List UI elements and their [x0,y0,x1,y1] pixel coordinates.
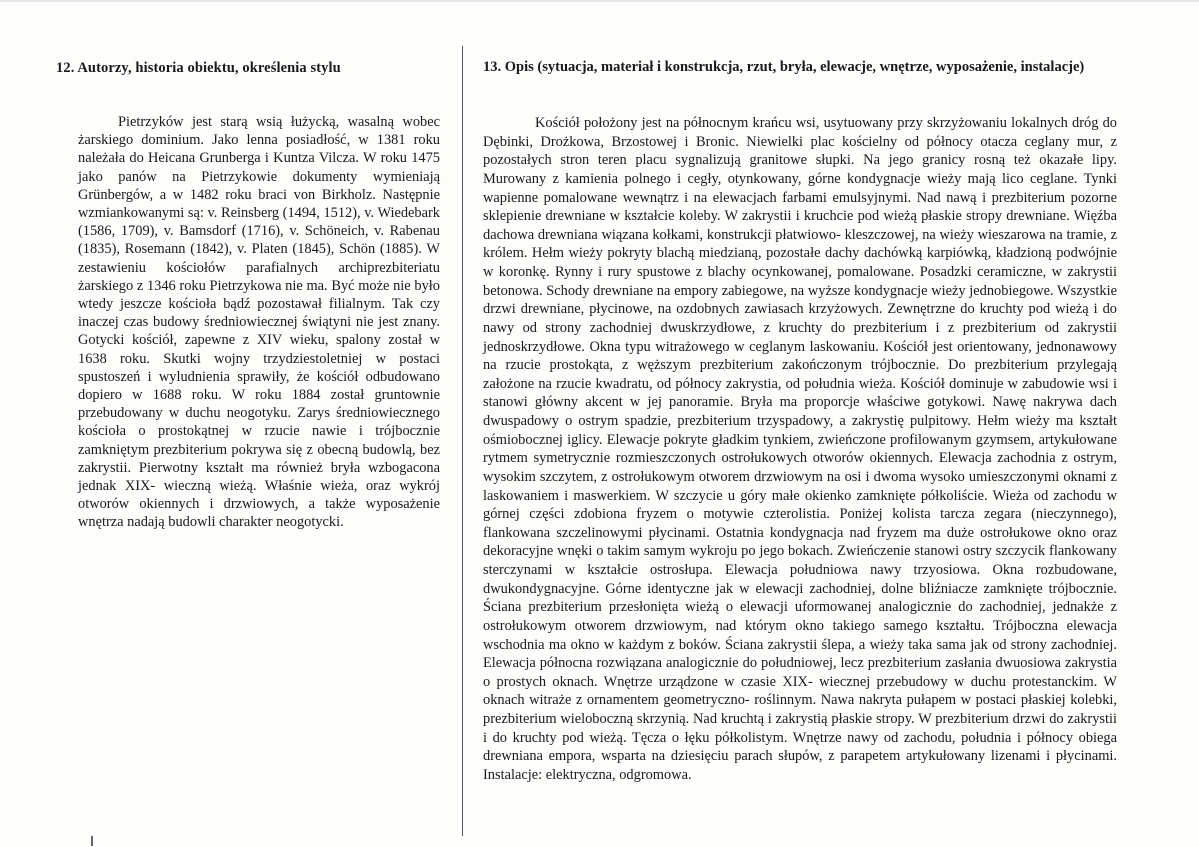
section-13-column [483,58,1117,783]
section-12-heading: 12. Autorzy, historia obiektu, określenia stylu [56,60,341,76]
scan-top-edge [0,0,1199,2]
scan-tick-mark [91,836,93,846]
section-13-body: Kościół położony jest na północnym krańcu wsi, usytuowany przy skrzyżowaniu lokalnych dróg do Dębinki, Drożkowa, Brzostowej i Bronic. Niewielki plac kościelny od północy otacza ceglany mur, z pozostałych stron teren placu sygnalizują granitowe słupki. Na jego granicy rosną też okazałe lipy. Murowany z kamienia polnego i cegły, otynkowany, górne kondygnacje wieży mają lico ceglane. Tynki wapienne pomalowane wewnątrz i na elewacjach farbami emulsyjnymi. Nad nawą i prezbiterium pozorne sklepienie drewniane w kształcie koleby. W zakrystii i kruchcie pod wieżą płaskie stropy drewniane. Więźba dachowa drewniana wiązana kołkami, konstrukcji płatwiowo- kleszczowej, na wieży wieszarowa na tramie, z królem. Hełm wieży pokryty blachą miedzianą, pozostałe dachy dachówką karpiówką, kładzioną podwójnie w koronkę. Rynny i rury spustowe z blachy ocynkowanej, pomalowane. Posadzki ceramiczne, w zakrystii betonowa. Schody drewniane na empory zabiegowe, na wyższe kondygnacje wieży jednobiegowe. Wszystkie drzwi drewniane, płycinowe, na ozdobnych zawiasach krzyżowych. Zewnętrzne do kruchty pod wieżą i do nawy od strony zachodniej dwuskrzydłowe, z kruchty do prezbiterium i z prezbiterium od zakrystii jednoskrzydłowe. Okna typu witrażowego w ceglanym laskowaniu. Kościół jest orientowany, jednonawowy na rzucie prostokąta, z węższym prezbiterium zakończonym trójbocznie. Do prezbiterium przylegają założone na rzucie kwadratu, od północy zakrystia, od południa wieża. Kościół dominuje w zabudowie wsi i stanowi główny akcent w jej panoramie. Bryła ma proporcje właściwe gotykowi. Nawę nakrywa dach dwuspadowy o ostrym spadzie, prezbiterium trzyspadowy, a zakrystię pulpitowy. Hełm wieży ma kształt ośmiobocznej iglicy. Elewacje pokryte gładkim tynkiem, zwieńczone profilowanym gzymsem, artykułowane rytmem symetrycznie rozmieszczonych ostrołukowych otworów okiennych. Elewacja zachodnia z ostrym, wysokim szczytem, z ostrołukowym otworem drzwiowym na osi i dwoma wysoko umieszczonymi oknami z laskowaniem i maswerkiem. W szczycie u góry małe okienko zamknięte półkoliście. Wieża od zachodu w górnej części zdobiona fryzem o motywie czterolistia. Poniżej kolista tarcza zegara (nieczynnego), flankowana szczelinowymi płycinami. Ostatnia kondygnacja nad fryzem ma duże ostrołukowe okno oraz dekoracyjne wnęki o takim samym wykroju po jego bokach. Zwieńczenie stanowi ostry szczycik flankowany sterczynami w kształcie ostrosłupa. Elewacja południowa nawy trzyosiowa. Okna rozbudowane, dwukondygnacyjne. Górne identyczne jak w elewacji zachodniej, dolne bliźniacze zamknięte trójbocznie. Ściana prezbiterium przesłonięta wieżą o elewacji uformowanej analogicznie do zachodniej, jednakże z ostrołukowym otworem drzwiowym, nad którym okno takiego samego kształtu. Trójboczna elewacja wschodnia ma okno w każdym z boków. Ściana zakrystii ślepa, a wieży taka sama jak od strony zachodniej. Elewacja północna rozwiązana analogicznie do południowej, lecz prezbiterium zasłania dwuosiowa zakrystia o prostych oknach. Wnętrze urządzone w czasie XIX- wiecznej przebudowy w duchu protestanckim. W oknach witraże z ornamentem geometryczno- roślinnym. Nawa nakryta pułapem w postaci płaskiej kolebki, prezbiterium wieloboczną skrzynią. Nad kruchtą i zakrystią płaskie stropy. W prezbiterium drzwi do zakrystii i do kruchty pod wieżą. Tęcza o łęku półkolistym. Wnętrze nawy od zachodu, południa i północy obiega drewniana empora, wsparta na dziesięciu parach słupów, z parapetem artykułowany lizenami i płycinami. Instalacje: elektryczna, odgromowa. [483,115,1117,783]
column-divider [462,46,463,836]
section-12-column [56,58,446,531]
section-12-body: Pietrzyków jest starą wsią łużycką, wasalną wobec żarskiego dominium. Jako lenna posiadłość, w 1381 roku należała do Heicana Grunberga i Kuntza Vilcza. W roku 1475 jako panów na Pietrzykowie dokumenty wymieniają Grünbergów, a w 1482 roku braci von Birkholz. Następnie wzmiankowanymi są: v. Reinsberg (1494, 1512), v. Wiedebark (1586, 1709), v. Bamsdorf (1716), v. Schöneich, v. Rabenau (1835), Rosemann (1842), v. Platen (1845), Schön (1885). W zestawieniu kościołów parafialnych archiprezbiteriatu żarskiego z 1346 roku Pietrzykowa nie ma. Być może nie było wtedy jeszcze kościoła bądź pozostawał filialnym. Tak czy inaczej czas budowy średniowiecznej świątyni nie jest znany. Gotycki kościół, zapewne z XIV wieku, spalony został w 1638 roku. Skutki wojny trzydziestoletniej w postaci spustoszeń i wyludnienia sprawiły, że kościół odbudowano dopiero w 1688 roku. W roku 1884 został gruntownie przebudowany w duchu neogotyku. Zarys średniowiecznego kościoła o prostokątnej w rzucie nawie i trójbocznie zamkniętym prezbiterium pokrywa się z obecną budowlą, bez zakrystii. Pierwotny kształt ma również bryła wzbogacona jednak XIX- wieczną wieżą. Właśnie wieża, oraz wykrój otworów okiennych i drzwiowych, a także wyposażenie wnętrza nadają budowli charakter neogotycki. [78,114,440,531]
section-13-heading: 13. Opis (sytuacja, materiał i konstrukcja, rzut, bryła, elewacje, wnętrze, wyposażenie, instalacje) [483,59,1085,75]
